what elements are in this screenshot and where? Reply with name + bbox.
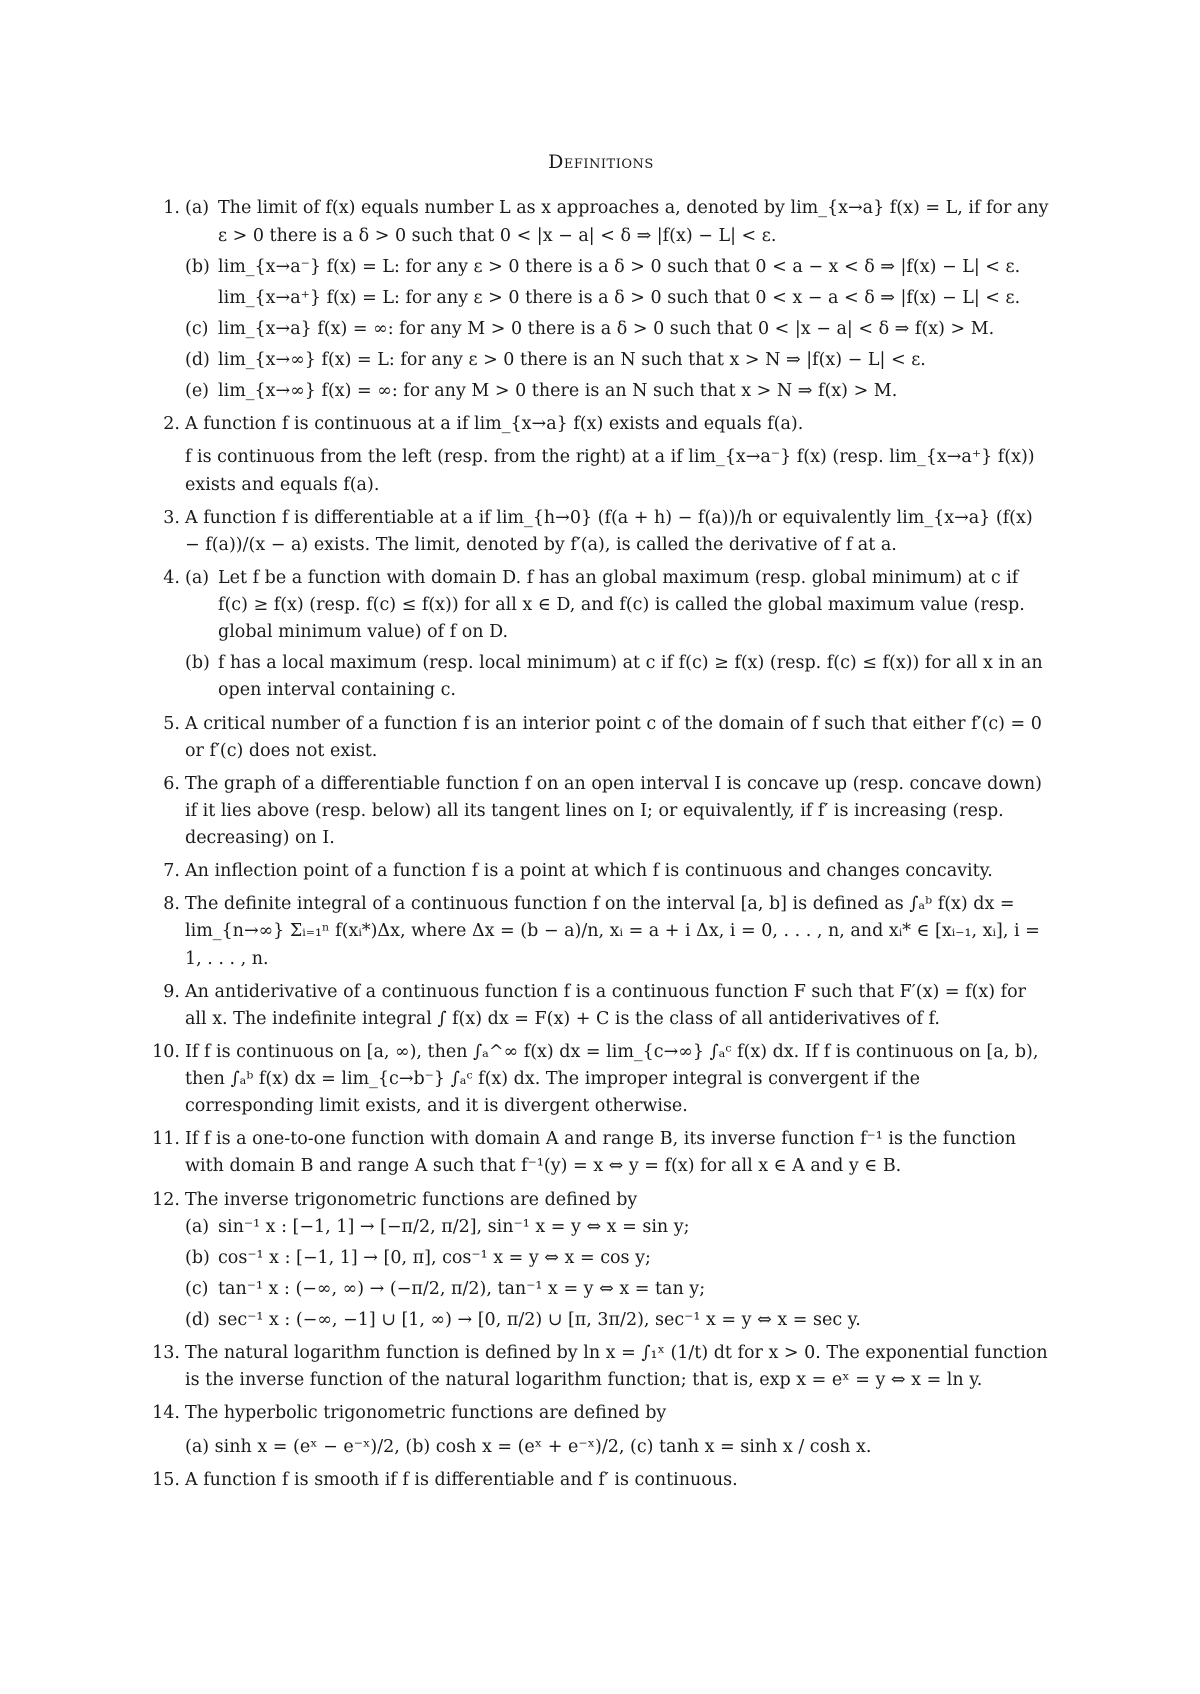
item-number: 15. <box>152 1469 180 1490</box>
item-text-continued: f is continuous from the left (resp. from the right) at a if lim_{x→a⁻} f(x) (resp. lim_{x→a⁺} f(x)) exists and equals f(a). <box>185 447 1035 495</box>
item-text: The hyperbolic trigonometric functions are defined by <box>185 1403 667 1424</box>
item-number: 11. <box>152 1129 180 1150</box>
definition-item <box>152 1400 1050 1460</box>
item-text: An inflection point of a function f is a point at which f is continuous and changes concavity. <box>185 861 993 882</box>
sub-item <box>185 565 1050 646</box>
item-text: A critical number of a function f is an interior point c of the domain of f such that either f′(c) = 0 or f′(c) does not exist. <box>185 713 1042 761</box>
sub-item <box>185 285 1050 312</box>
definition-item <box>152 771 1050 852</box>
item-number: 7. <box>163 861 180 882</box>
sub-label: (b) <box>185 653 210 674</box>
item-text: If f is a one-to-one function with domain A and range B, its inverse function f⁻¹ is the function with domain B and range A such that f⁻¹(y) = x ⇔ y = f(x) for all x ∈ A and y ∈ B. <box>185 1129 1016 1177</box>
item-text: The graph of a differentiable function f on an open interval I is concave up (resp. concave down) if it lies above (resp. below) all its tangent lines on I; or equivalently, if f′ is increasing (resp. decreasing) on I. <box>185 773 1042 849</box>
sub-label: (b) <box>185 1247 210 1268</box>
sub-text: f has a local maximum (resp. local minimum) at c if f(c) ≥ f(x) (resp. f(c) ≤ f(x)) for all x in an open interval containing c. <box>218 653 1043 701</box>
sub-text: tan⁻¹ x : (−∞, ∞) → (−π/2, π/2), tan⁻¹ x = y ⇔ x = tan y; <box>218 1278 706 1299</box>
sub-item <box>185 254 1050 281</box>
sub-item <box>185 195 1050 249</box>
sub-text: cos⁻¹ x : [−1, 1] → [0, π], cos⁻¹ x = y ⇔ x = cos y; <box>218 1247 651 1268</box>
definition-item <box>152 1126 1050 1180</box>
sub-label: (a) <box>185 198 210 219</box>
item-number: 8. <box>163 894 180 915</box>
sub-item <box>185 1245 1050 1272</box>
item-text: The natural logarithm function is defined by ln x = ∫₁ˣ (1/t) dt for x > 0. The exponential function is the inverse function of the natural logarithm function; that is, exp x = eˣ = y ⇔ x = ln y. <box>185 1343 1048 1391</box>
definition-item <box>152 565 1050 705</box>
item-number: 10. <box>152 1041 180 1062</box>
item-text: An antiderivative of a continuous function f is a continuous function F such that F′(x) = f(x) for all x. The indefinite integral ∫ f(x) dx = F(x) + C is the class of all antiderivatives of f. <box>185 981 1027 1029</box>
sub-item <box>185 650 1050 704</box>
definition-item <box>152 1340 1050 1394</box>
definition-item <box>152 195 1050 405</box>
item-number: 6. <box>163 773 180 794</box>
definition-item <box>152 711 1050 765</box>
definition-item <box>152 1039 1050 1120</box>
page-title: Definitions <box>548 151 654 173</box>
sub-label: (d) <box>185 1310 210 1331</box>
sub-item <box>185 378 1050 405</box>
sub-label: (d) <box>185 350 210 371</box>
item-number: 14. <box>152 1403 180 1424</box>
definition-item <box>152 891 1050 972</box>
sub-label: (b) <box>185 256 210 277</box>
sub-label: (a) <box>185 567 210 588</box>
sub-text: lim_{x→a⁻} f(x) = L: for any ε > 0 there is a δ > 0 such that 0 < a − x < δ ⇒ |f(x) − L| < ε. <box>218 256 1021 277</box>
definition-item <box>152 858 1050 885</box>
item-text: A function f is smooth if f is differentiable and f′ is continuous. <box>185 1469 738 1490</box>
item-number: 4. <box>163 567 180 588</box>
sub-label: (a) <box>185 1216 210 1237</box>
hyperbolic-formulas: (a) sinh x = (eˣ − e⁻ˣ)/2, (b) cosh x = (eˣ + e⁻ˣ)/2, (c) tanh x = sinh x / cosh x. <box>185 1436 872 1457</box>
item-number: 5. <box>163 713 180 734</box>
item-text: The inverse trigonometric functions are defined by <box>185 1189 638 1210</box>
definition-item <box>152 1187 1050 1335</box>
item-text: A function f is continuous at a if lim_{x→a} f(x) exists and equals f(a). <box>185 414 804 435</box>
sub-text: lim_{x→∞} f(x) = L: for any ε > 0 there is an N such that x > N ⇒ |f(x) − L| < ε. <box>218 350 926 371</box>
definition-item <box>152 505 1050 559</box>
sub-item <box>185 316 1050 343</box>
sub-item <box>185 1276 1050 1303</box>
item-number: 13. <box>152 1343 180 1364</box>
sub-item <box>185 347 1050 374</box>
sub-text: lim_{x→∞} f(x) = ∞: for any M > 0 there is an N such that x > N ⇒ f(x) > M. <box>218 381 898 402</box>
sub-label: (e) <box>185 381 210 402</box>
item-number: 2. <box>163 414 180 435</box>
item-text: A function f is differentiable at a if lim_{h→0} (f(a + h) − f(a))/h or equivalently lim_{x→a} (f(x) − f(a))/(x − a) exists. The limit, denoted by f′(a), is called the derivative of f at a. <box>185 507 1033 555</box>
sub-text: lim_{x→a} f(x) = ∞: for any M > 0 there is a δ > 0 such that 0 < |x − a| < δ ⇒ f(x) > M. <box>218 318 995 339</box>
item-number: 3. <box>163 507 180 528</box>
sub-text: lim_{x→a⁺} f(x) = L: for any ε > 0 there is a δ > 0 such that 0 < x − a < δ ⇒ |f(x) − L| < ε. <box>218 287 1021 308</box>
item-number: 9. <box>163 981 180 1002</box>
sub-text: The limit of f(x) equals number L as x approaches a, denoted by lim_{x→a} f(x) = L, if for any ε > 0 there is a δ > 0 such that 0 < |x − a| < δ ⇒ |f(x) − L| < ε. <box>218 198 1049 246</box>
sub-text: sec⁻¹ x : (−∞, −1] ∪ [1, ∞) → [0, π/2) ∪ [π, 3π/2), sec⁻¹ x = y ⇔ x = sec y. <box>218 1310 861 1331</box>
item-text: If f is continuous on [a, ∞), then ∫ₐ^∞ f(x) dx = lim_{c→∞} ∫ₐᶜ f(x) dx. If f is continuous on [a, b), then ∫ₐᵇ f(x) dx = lim_{c→b⁻} ∫ₐᶜ f(x) dx. The improper integral is convergent if the corresponding limit exists, and it is divergent otherwise. <box>185 1041 1039 1117</box>
sub-item <box>185 1307 1050 1334</box>
item-number: 12. <box>152 1189 180 1210</box>
sub-text: sin⁻¹ x : [−1, 1] → [−π/2, π/2], sin⁻¹ x = y ⇔ x = sin y; <box>218 1216 690 1237</box>
sub-item <box>185 1214 1050 1241</box>
definition-item <box>152 1467 1050 1494</box>
item-text: The definite integral of a continuous function f on the interval [a, b] is defined as ∫ₐᵇ f(x) dx = lim_{n→∞} Σᵢ₌₁ⁿ f(xᵢ*)Δx, where Δx = (b − a)/n, xᵢ = a + i Δx, i = 0, . . . , n, and xᵢ* ∈ [xᵢ₋₁, xᵢ], i = 1, . . . , n. <box>185 894 1040 969</box>
definition-item <box>152 411 1050 498</box>
definition-item <box>152 979 1050 1033</box>
sub-label: (c) <box>185 1278 209 1299</box>
item-number: 1. <box>163 198 180 219</box>
sub-text: Let f be a function with domain D. f has an global maximum (resp. global minimum) at c if f(c) ≥ f(x) (resp. f(c) ≤ f(x)) for all x ∈ D, and f(c) is called the global maximum value (resp. global minimum value) of f on D. <box>218 567 1025 643</box>
sub-label: (c) <box>185 318 209 339</box>
